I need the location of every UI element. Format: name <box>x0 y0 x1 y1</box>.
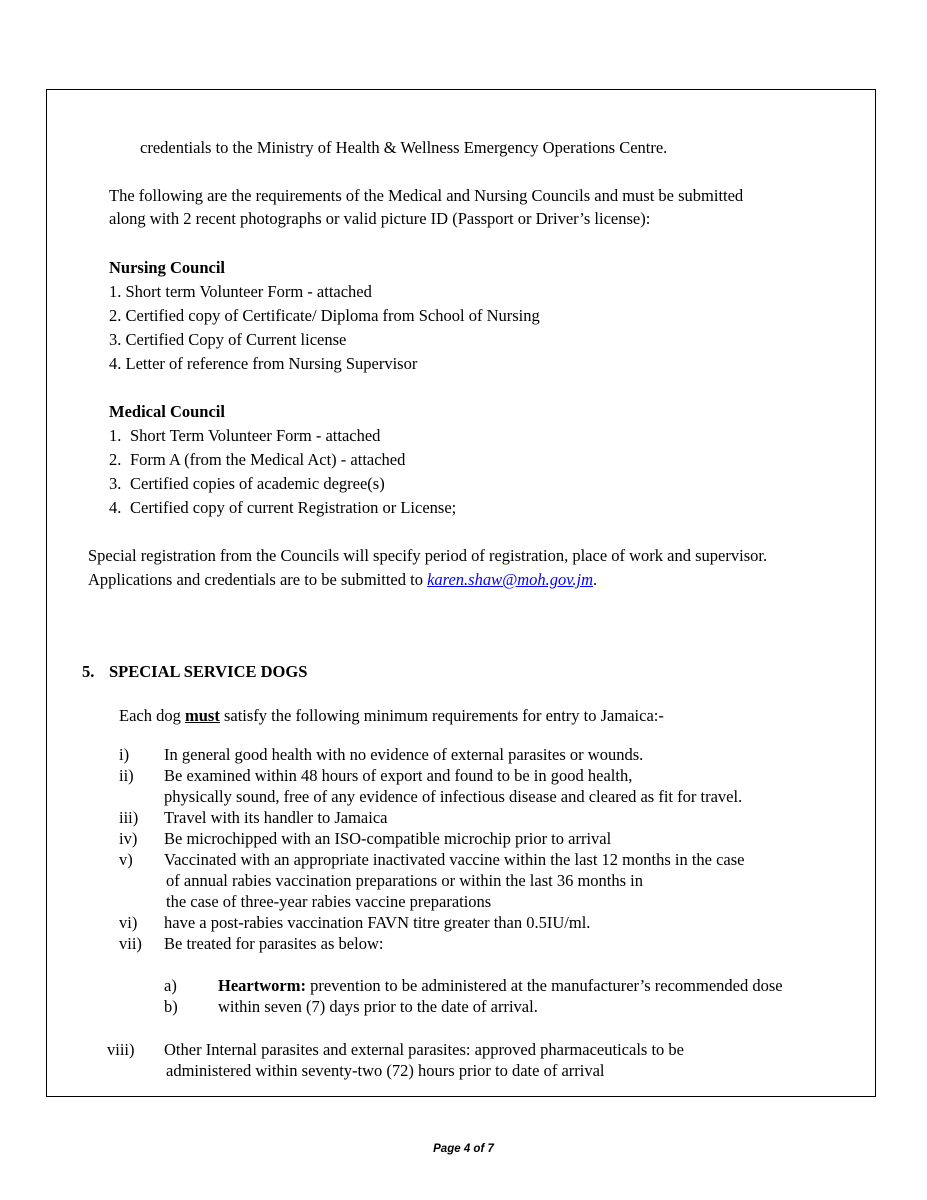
section-intro <box>119 706 664 726</box>
requirement-text: administered within seventy-two (72) hours prior to date of arrival <box>166 1061 605 1080</box>
section-intro-prefix: Each dog <box>119 706 185 725</box>
requirement-number: i) <box>119 745 130 764</box>
requirement-text: Other Internal parasites and external parasites: approved pharmaceuticals to be <box>164 1040 684 1059</box>
must-emphasis: must <box>184 706 220 725</box>
requirement-text: In general good health with no evidence of external parasites or wounds. <box>164 745 644 764</box>
section-title: SPECIAL SERVICE DOGS <box>109 662 308 681</box>
section-intro-suffix: satisfy the following minimum requirements for entry to Jamaica:- <box>219 706 664 725</box>
submission-text: Applications and credentials are to be submitted to <box>88 570 428 589</box>
medical-item: Certified copy of current Registration or License; <box>130 498 457 517</box>
requirement-number: vi) <box>119 913 138 932</box>
medical-council-heading: Medical Council <box>109 402 225 421</box>
nursing-council-heading: Nursing Council <box>109 258 225 277</box>
intro-line-1: credentials to the Ministry of Health & Wellness Emergency Operations Centre. <box>140 138 668 157</box>
requirement-text: Be microchipped with an ISO-compatible microchip prior to arrival <box>164 829 612 848</box>
nursing-item: 2. Certified copy of Certificate/ Diploma from School of Nursing <box>109 306 540 325</box>
special-registration-line-1: Special registration from the Councils will specify period of registration, place of work and supervisor. <box>88 546 768 565</box>
requirement-text: physically sound, free of any evidence of infectious disease and cleared as fit for travel. <box>164 787 743 806</box>
medical-item: Form A (from the Medical Act) - attached <box>130 450 406 469</box>
submission-period: . <box>593 570 598 589</box>
heartworm-label: Heartworm: <box>218 976 306 995</box>
section-number: 5. <box>82 662 95 681</box>
parasite-label-b: b) <box>164 997 178 1016</box>
intro-line-2: The following are the requirements of the Medical and Nursing Councils and must be submitted <box>109 186 744 205</box>
nursing-item: 4. Letter of reference from Nursing Supervisor <box>109 354 418 373</box>
page-number: Page 4 of 7 <box>433 1143 494 1155</box>
parasite-label-a: a) <box>164 976 177 995</box>
requirement-text: Be treated for parasites as below: <box>164 934 384 953</box>
requirement-text: Travel with its handler to Jamaica <box>164 808 388 827</box>
heartworm-text: prevention to be administered at the manufacturer’s recommended dose <box>305 976 783 995</box>
requirement-number: vii) <box>119 934 142 953</box>
medical-item: Certified copies of academic degree(s) <box>130 474 385 493</box>
parasite-item-a <box>218 976 783 996</box>
requirement-text: have a post-rabies vaccination FAVN titre greater than 0.5IU/ml. <box>164 913 591 932</box>
medical-item-number: 4. <box>109 498 122 517</box>
medical-item: Short Term Volunteer Form - attached <box>130 426 381 445</box>
requirement-text: of annual rabies vaccination preparations or within the last 36 months in <box>166 871 644 890</box>
medical-item-number: 1. <box>109 426 122 445</box>
requirement-text: the case of three-year rabies vaccine preparations <box>166 892 492 911</box>
parasite-item-b: within seven (7) days prior to the date of arrival. <box>218 997 538 1016</box>
requirement-number: viii) <box>107 1040 135 1059</box>
requirement-number: v) <box>119 850 133 869</box>
medical-item-number: 2. <box>109 450 122 469</box>
requirement-text: Vaccinated with an appropriate inactivated vaccine within the last 12 months in the case <box>164 850 745 869</box>
medical-item-number: 3. <box>109 474 122 493</box>
special-registration-line-2 <box>88 570 597 590</box>
requirement-text: Be examined within 48 hours of export and found to be in good health, <box>164 766 633 785</box>
email-link[interactable]: karen.shaw@moh.gov.jm <box>427 570 594 589</box>
intro-line-3: along with 2 recent photographs or valid picture ID (Passport or Driver’s license): <box>109 209 651 228</box>
requirement-number: ii) <box>119 766 134 785</box>
requirement-number: iv) <box>119 829 138 848</box>
nursing-item: 1. Short term Volunteer Form - attached <box>109 282 372 301</box>
requirement-number: iii) <box>119 808 139 827</box>
nursing-item: 3. Certified Copy of Current license <box>109 330 347 349</box>
